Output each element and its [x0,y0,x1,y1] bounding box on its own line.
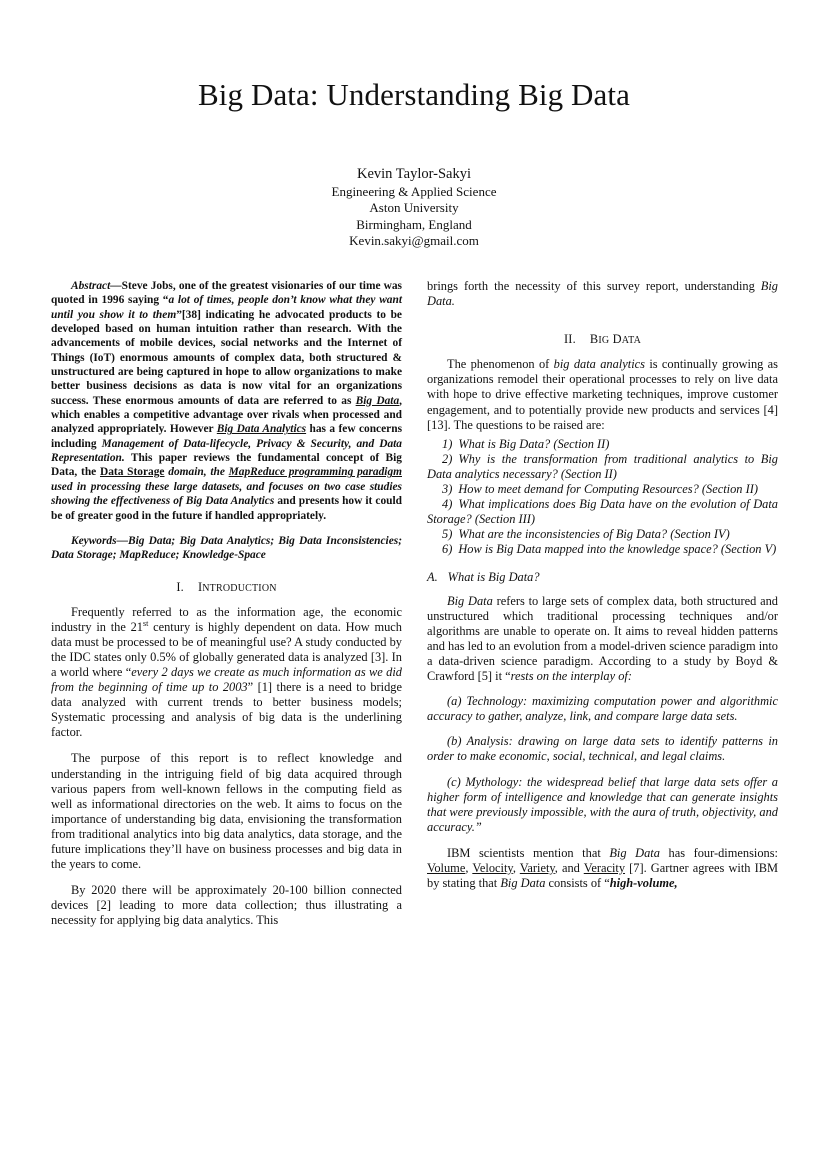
abstract: Abstract—Steve Jobs, one of the greatest visionaries of our time was quoted in 1996 saying “a lot of times, people don’t know what they want until you show it to them”[38] indicating he advocated products to be developed based on human intuition rather than research. With the advancements of mobile devices, social networks and the Internet of Things (IoT) enormous amounts of complex data, both structured & unstructured are being captured in hope to allow organizations to make better business decisions as data is now vital for an organizations success. These enormous amounts of data are referred to as Big Data, which enables a competitive advantage over rivals when processed and analyzed appropriately. However Big Data Analytics has a few concerns including Management of Data-lifecycle, Privacy & Security, and Data Representation. This paper reviews the fundamental concept of Big Data, the Data Storage domain, the MapReduce programming paradigm used in processing these large datasets, and focuses on two case studies showing the effectiveness of Big Data Analytics and presents how it could be of greater good in the future if handled appropriately. [51,280,402,522]
intro-paragraph-3: By 2020 there will be approximately 20-100 billion connected devices [2] leading to more data collection; thus illustrating a necessity for applying big data analytics. This [51,883,402,928]
abstract-label: Abstract— [71,280,122,292]
what-is-big-data-paragraph: Big Data refers to large sets of complex data, both structured and unstructured which traditional processing techniques and/or algorithms are unable to operate on. It aims to reveal hidden patterns and has led to an evolution from a model-driven science paradigm into a data-driven science paradigm. According to a study by Boyd & Crawford [5] it “rests on the interplay of: [427,593,778,684]
list-item: 2) Why is the transformation from traditional analytics to Big Data analytics necessary? (Section II) [427,451,778,481]
section-heading-introduction: I. INTRODUCTION [176,579,277,594]
quote-technology: (a) Technology: maximizing computation power and algorithmic accuracy to gather, analyze, link, and compare large data sets. [427,694,778,724]
list-item: 4) What implications does Big Data have on the evolution of Data Storage? (Section III) [427,497,778,527]
subsection-heading-what-is-big-data: A. What is Big Data? [427,569,540,584]
abstract-link-mapreduce: MapReduce programming paradigm [228,466,402,479]
list-item: 5) What are the inconsistencies of Big Data? (Section IV) [442,527,730,542]
ibm-paragraph: IBM scientists mention that Big Data has four-dimensions: Volume, Velocity, Variety, and Veracity [7]. Gartner agrees with IBM by stating that Big Data consists of “high-volume, [427,845,779,891]
author-email: Kevin.sakyi@gmail.com [349,233,479,249]
list-item: 6) How is Big Data mapped into the knowledge space? (Section V) [442,542,777,557]
abstract-link-big-data: Big Data [355,394,400,407]
quote-mythology: (c) Mythology: the widespread belief that large data sets offer a higher form of intelligence and knowledge that can generate insights that were previously impossible, with the aura of truth, objectivity, and accuracy.” [427,774,778,834]
list-item: 1) What is Big Data? (Section II) [442,436,610,451]
author-location: Birmingham, England [356,216,472,232]
keywords: Keywords—Big Data; Big Data Analytics; Big Data Inconsistencies; Data Storage; MapReduce; Knowledge-Space [51,534,402,562]
quote-analysis: (b) Analysis: drawing on large data sets to identify patterns in order to make economic, social, technical, and legal claims. [427,734,778,764]
paper-title: Big Data: Understanding Big Data [198,77,630,112]
list-item: 3) How to meet demand for Computing Resources? (Section II) [442,482,758,497]
jobs-quote: a lot of times, people don’t know what they want until you show it to them [51,294,402,321]
author-name: Kevin Taylor-Sakyi [356,166,471,182]
right-column [427,279,778,891]
intro-paragraph-1: Frequently referred to as the information age, the economic industry in the 21st century is highly dependent on data. How much data must be processed to be of meaningful use? A study conducted by the IDC states only 0.5% of globally generated data is analyzed [3]. In a world where “every 2 days we create as much information as we did from the beginning of time up to 2003” [1] there is a need to bridge data analyzed with current trends to better business models; Systematic processing and analysis of big data is the underlining factor. [51,604,403,740]
abstract-link-data-storage: Data Storage [99,466,165,479]
keywords-label: Keywords— [71,534,128,547]
author-university: Aston University [369,200,459,216]
abstract-link-big-data-analytics: Big Data Analytics [216,423,307,436]
left-column [51,279,402,929]
author-department: Engineering & Applied Science [331,184,497,199]
big-data-paragraph-1: The phenomenon of big data analytics is continually growing as organizations remodel their operational processes to rely on live data with hope to drive effective marketing techniques, improve customer engagement, and to potentially provide new products and services [4] [13]. The questions to be raised are: [427,357,779,432]
section-heading-big-data: II. BIG DATA [563,332,642,347]
continued-paragraph: brings forth the necessity of this survey report, understanding Big Data. [427,279,778,309]
question-list [427,437,778,558]
author-block [0,165,828,250]
intro-paragraph-2: The purpose of this report is to reflect knowledge and understanding in the intriguing field of big data acquired through various papers from well-known fellows in the computing field as well as informational directories on the web. It aims to focus on the importance of understanding big data, envisioning the transformation from traditional analytics into big data analytics, data storage, and the future implications they’ll have on business processes and big data in the years to come. [51,751,402,872]
